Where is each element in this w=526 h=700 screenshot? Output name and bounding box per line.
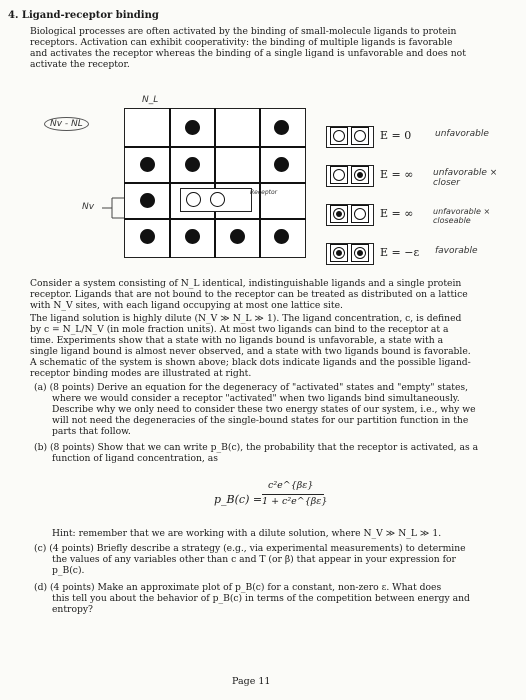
handwritten-receptor-label: Receptor	[250, 189, 278, 196]
state-box-double	[326, 243, 374, 265]
state-note: unfavorable × closeable	[433, 207, 491, 225]
grid-line	[169, 108, 171, 258]
receptor-site	[330, 127, 348, 145]
state-energy: E = −ε	[380, 246, 420, 259]
grid-line	[259, 108, 261, 258]
part-a-line: (a) (8 points) Derive an equation for the degeneracy of "activated" states and "empty" states,	[34, 382, 469, 393]
ligand-dot	[230, 229, 245, 244]
para-line: by c = N_L/N_V (in mole fraction units). At most two ligands can bind to the receptor at a	[30, 324, 449, 335]
receptor-site	[330, 166, 348, 184]
ligand-dot	[140, 229, 155, 244]
section-title: 4. Ligand-receptor binding	[8, 10, 159, 21]
part-b-line: (b) (8 points) Show that we can write p_B(c), the probability that the receptor is activated, as a	[34, 442, 479, 453]
para-line: single ligand bound is almost never observed, and a state with two ligands bound is favorable.	[30, 346, 471, 357]
part-b-line: function of ligand concentration, as	[52, 453, 218, 464]
para-line: A schematic of the system is shown above; black dots indicate ligands and the possible ligand-	[30, 357, 471, 368]
intro-line: receptors. Activation can exhibit cooperativity: the binding of multiple ligands is favorable	[30, 37, 453, 48]
bound-site	[354, 247, 366, 259]
state-box-single-right	[326, 165, 374, 187]
part-c-line: the values of any variables other than c and T (or β) that appear in your expression for	[52, 554, 456, 565]
page-number: Page 11	[232, 676, 271, 687]
ligand-dot	[274, 229, 289, 244]
receptor-site	[351, 205, 369, 223]
part-d-line: (d) (4 points) Make an approximate plot of p_B(c) for a constant, non-zero ε. What does	[34, 582, 442, 593]
bound-site	[333, 247, 345, 259]
part-a-line: where we would consider a receptor "activated" when two ligands bind simultaneously.	[52, 393, 460, 404]
state-note: unfavorable × closer	[433, 168, 498, 188]
hint-text: Hint: remember that we are working with a dilute solution, where N_V ≫ N_L ≫ 1.	[52, 528, 442, 539]
state-energy: E = ∞	[380, 168, 414, 181]
handwritten-nv-label: Nv	[82, 202, 95, 212]
receptor-site	[351, 127, 369, 145]
receptor-site	[330, 244, 348, 262]
receptor-site-empty	[186, 192, 201, 207]
receptor-site	[330, 205, 348, 223]
para-line: The ligand solution is highly dilute (N_V ≫ N_L ≫ 1). The ligand concentration, c, is defined	[30, 313, 462, 324]
part-d-line: this tell you about the behavior of p_B(c) in terms of the competition between energy and	[52, 593, 470, 604]
ligand-dot	[140, 157, 155, 172]
ligand-dot	[274, 157, 289, 172]
para-line: receptor binding modes are illustrated at right.	[30, 368, 252, 379]
handwritten-nl-label: N_L	[142, 95, 159, 105]
empty-site	[354, 130, 366, 142]
state-box-single-left	[326, 204, 374, 226]
para-line: time. Experiments show that a state with no ligands bound is unfavorable, a state with a	[30, 335, 444, 346]
state-note: favorable	[435, 246, 478, 256]
empty-site	[333, 169, 345, 181]
ligand-dot	[185, 120, 200, 135]
part-a-line: parts that follow.	[52, 426, 131, 437]
part-a-line: will not need the degeneracies of the single-bound states for our partition function in the	[52, 415, 469, 426]
part-a-line: Describe why we only need to consider these two energy states of our system, i.e., why we	[52, 404, 476, 415]
part-c-line: (c) (4 points) Briefly describe a strategy (e.g., via experimental measurements) to determine	[34, 543, 466, 554]
state-energy: E = ∞	[380, 207, 414, 220]
intro-line: and activates the receptor whereas the binding of a single ligand is unfavorable and does not	[30, 48, 466, 59]
empty-site	[333, 130, 345, 142]
receptor-site	[351, 244, 369, 262]
state-note: unfavorable	[435, 129, 489, 139]
receptor-site-empty	[210, 192, 225, 207]
intro-line: activate the receptor.	[30, 59, 130, 70]
equation-denominator: 1 + c²e^{βε}	[262, 496, 328, 507]
equation-lhs: p_B(c) =	[214, 493, 263, 506]
state-energy: E = 0	[380, 129, 412, 142]
part-c-line: p_B(c).	[52, 565, 85, 576]
equation-numerator: c²e^{βε}	[268, 480, 314, 491]
para-line: receptor. Ligands that are not bound to the receptor can be treated as distributed on a lattice	[30, 289, 468, 300]
para-line: Consider a system consisting of N_L identical, indistinguishable ligands and a single protein	[30, 278, 462, 289]
handwritten-nv-nl-label: Nv - NL	[44, 117, 89, 131]
ligand-dot	[274, 120, 289, 135]
ligand-dot	[185, 229, 200, 244]
ligand-dot	[140, 193, 155, 208]
fraction-bar	[262, 494, 324, 495]
para-line: with N_V sites, with each ligand occupying at most one lattice site.	[30, 300, 343, 311]
state-box-empty	[326, 126, 374, 148]
receptor-site	[351, 166, 369, 184]
part-d-line: entropy?	[52, 604, 93, 615]
bound-site	[333, 208, 345, 220]
bound-site	[354, 169, 366, 181]
empty-site	[354, 208, 366, 220]
ligand-dot	[185, 157, 200, 172]
intro-line: Biological processes are often activated by the binding of small-molecule ligands to protein	[30, 26, 457, 37]
grid-line	[214, 108, 216, 258]
